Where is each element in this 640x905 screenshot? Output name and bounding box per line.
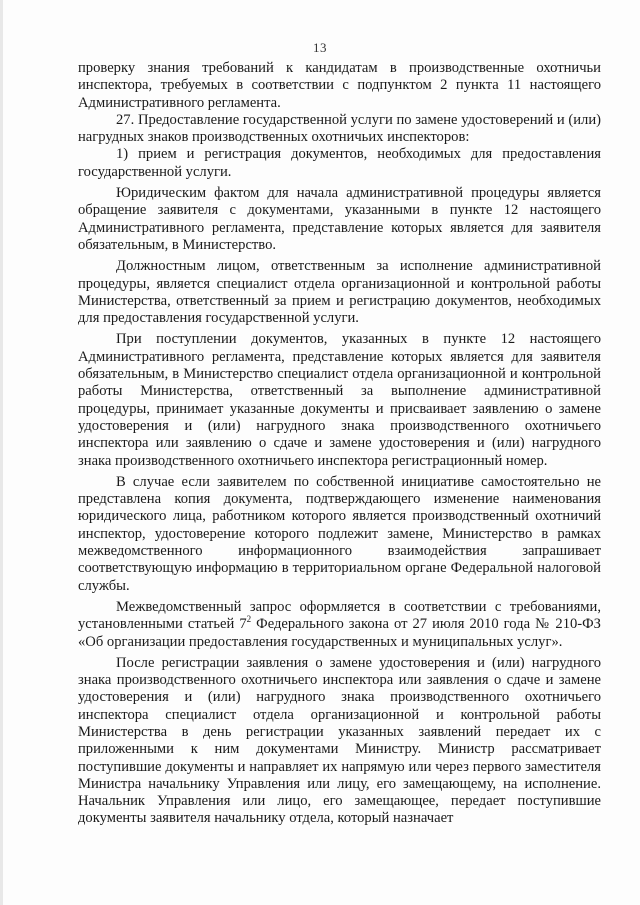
paragraph-interagency-request: В случае если заявителем по собственной инициативе самостоятельно не представлена копия документа, подтверждающего изменение наименования юридического лица, работником которого является производственный охотничий инспектор, удостоверение которого подлежит замене, Министерство в рамках межведомственного информационного взаимодействия запрашивает соответствующую информацию в территориальном органе Федеральной налоговой службы. [78, 473, 601, 594]
paragraph-document-receipt: При поступлении документов, указанных в пункте 12 настоящего Административного регламента, представление которых является для заявителя обязательным, в Министерство специалист отдела организационной и контрольной работы Министерства, ответственный за выполнение административной процедуры, принимает указанные документы и присваивает заявлению о замене удостоверения и (или) нагрудного знака производственного охотничьего инспектора или заявлению о сдаче и замене удостоверения и (или) нагрудного знака производственного охотничьего инспектора регистрационный номер. [78, 331, 601, 469]
paragraph-item-27: 27. Предоставление государственной услуги по замене удостоверений и (или) нагрудных знаков производственных охотничьих инспекторов: [78, 111, 601, 146]
paragraph-legal-fact: Юридическим фактом для начала административной процедуры является обращение заявителя с документами, указанными в пункте 12 настоящего Административного регламента, представление которых является для заявителя обязательным, в Министерство. [78, 185, 601, 253]
request-format-text-before: Межведомственный запрос оформляется в соответствии с требованиями, установленными статьей 7 [78, 598, 601, 633]
request-format-text-after: Федерального закона от 27 июля 2010 года № 210-ФЗ «Об организации предоставления государственных и муниципальных услуг». [78, 616, 601, 650]
scan-edge [0, 0, 3, 905]
paragraph-continuation: проверку знания требований к кандидатам в производственные охотничьи инспектора, требуемых в соответствии с подпунктом 2 пункта 11 настоящего Административного регламента. [78, 60, 601, 111]
paragraph-subitem-1: 1) прием и регистрация документов, необходимых для предоставления государственной услуги. [78, 146, 601, 180]
paragraph-request-format [78, 599, 601, 651]
page-number: 13 [313, 40, 327, 55]
paragraph-after-registration: После регистрации заявления о замене удостоверения и (или) нагрудного знака производственного охотничьего инспектора или заявления о сдаче и замене удостоверения и (или) нагрудного знака производственного охотничьего инспектора специалист отдела организационной и контрольной работы Министерства в день регистрации указанных заявлений передает их с приложенными к ним документами Министру. Министр рассматривает поступившие документы и направляет их напрямую или через первого заместителя Министра начальнику Управления или лицу, его замещающему, на исполнение. Начальник Управления или лицо, его замещающее, передает поступившие документы заявителя начальнику отдела, который назначает [78, 654, 601, 827]
document-body [78, 60, 601, 828]
article-superscript: 2 [246, 614, 252, 625]
paragraph-responsible-official: Должностным лицом, ответственным за исполнение административной процедуры, является специалист отдела организационной и контрольной работы Министерства, ответственный за прием и регистрацию документов, необходимых для предоставления государственной услуги. [78, 258, 601, 327]
